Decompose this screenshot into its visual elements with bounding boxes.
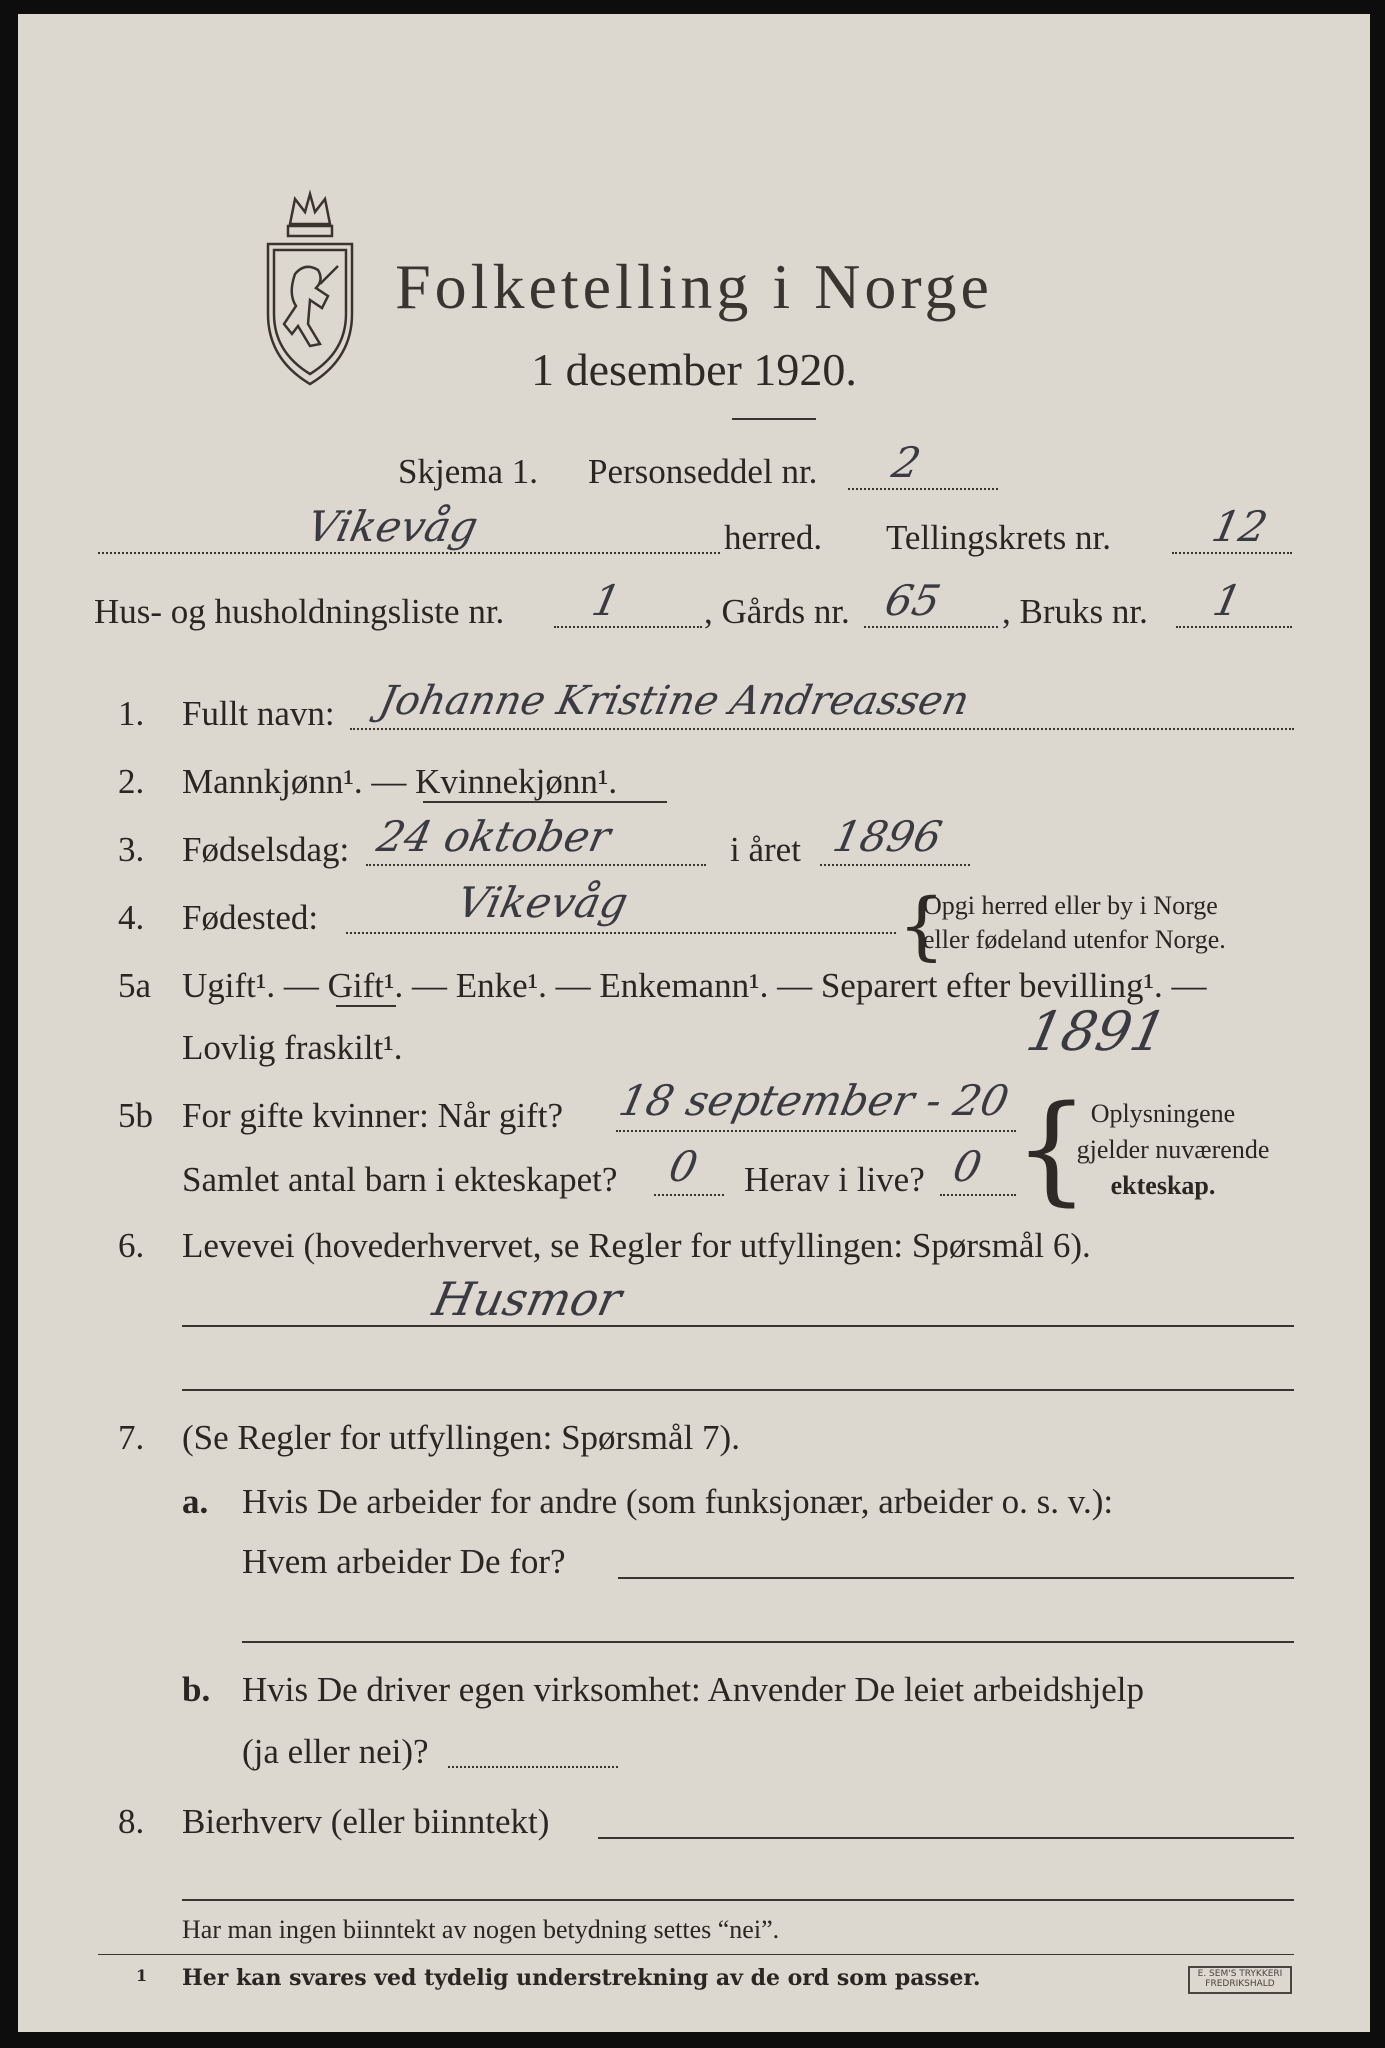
q5b-children-line	[654, 1194, 724, 1196]
q7-number: 7.	[118, 1418, 145, 1457]
bruks-label: , Bruks nr.	[1002, 592, 1148, 631]
q5a-underline-gift	[336, 1005, 396, 1007]
q2-number: 2.	[118, 762, 145, 801]
q7a-number: a.	[182, 1482, 209, 1521]
q5b-number: 5b	[118, 1096, 153, 1135]
q5b-note-line2: gjelder nuværende	[1076, 1135, 1270, 1164]
footnote-text: Her kan svares ved tydelig understrekning av de ord som passer.	[182, 1965, 981, 1991]
q5b-married-line	[616, 1130, 1016, 1132]
gards-value[interactable]: 65	[880, 576, 945, 625]
birth-year-value[interactable]: 1896	[828, 812, 947, 861]
bruks-line	[1176, 626, 1292, 628]
title-divider	[732, 418, 816, 420]
q5b-note-line1: Oplysningene	[1090, 1099, 1236, 1128]
printer-stamp-line1: E. SEM'S TRYKKERI	[1197, 1969, 1283, 1979]
bruks-value[interactable]: 1	[1208, 576, 1247, 625]
tellingskrets-label: Tellingskrets nr.	[886, 518, 1112, 557]
birthdate-value[interactable]: 24 oktober	[372, 812, 615, 861]
children-count-value[interactable]: 0	[664, 1142, 703, 1191]
q7b-label: Hvis De driver egen virksomhet: Anvender De leiet arbeidshjelp	[242, 1670, 1144, 1709]
hus-label: Hus- og husholdningsliste nr.	[94, 592, 505, 631]
tellingskrets-line	[1172, 552, 1292, 554]
schema-label: Skjema 1.	[398, 452, 538, 491]
herred-value[interactable]: Vikevåg	[302, 502, 483, 551]
q2-label: Mannkjønn¹. — Kvinnekjønn¹.	[182, 762, 618, 801]
q3-year-line	[820, 864, 970, 866]
q5a-extra-value[interactable]: 1891	[1021, 1000, 1173, 1063]
q6-label: Levevei (hovederhvervet, se Regler for utfyllingen: Spørsmål 6).	[182, 1226, 1091, 1265]
q5b-children-label: Samlet antal barn i ekteskapet?	[182, 1160, 618, 1199]
printer-stamp-line2: FREDRIKSHALD	[1205, 1979, 1275, 1989]
q4-note-line1: Opgi herred eller by i Norge	[923, 891, 1218, 920]
q5b-alive-line	[940, 1194, 1016, 1196]
occupation-value[interactable]: Husmor	[428, 1272, 627, 1326]
q7b-line	[448, 1766, 618, 1768]
gards-label: , Gårds nr.	[704, 592, 850, 631]
q4-note-line2: eller fødeland utenfor Norge.	[923, 925, 1226, 954]
personseddel-value[interactable]: 2	[887, 438, 926, 487]
q4-number: 4.	[118, 898, 145, 937]
q7b-number: b.	[182, 1670, 211, 1709]
tellingskrets-value[interactable]: 12	[1207, 502, 1272, 551]
q8-number: 8.	[118, 1802, 145, 1841]
q5b-brace: {	[1014, 1079, 1090, 1217]
married-date-value[interactable]: 18 september - 20	[614, 1076, 1014, 1125]
q8-line2	[182, 1899, 1294, 1901]
q5a-number: 5a	[118, 966, 152, 1005]
herred-line	[98, 552, 720, 554]
q5a-label-line2: Lovlig fraskilt¹.	[182, 1028, 403, 1067]
q6-line2	[182, 1389, 1294, 1391]
q7a-line1	[618, 1577, 1294, 1579]
personseddel-line	[848, 488, 998, 490]
q5a-label: Ugift¹. — Gift¹. — Enke¹. — Enkemann¹. — Separert efter bevilling¹. —	[182, 966, 1207, 1005]
gards-line	[864, 626, 998, 628]
q3-number: 3.	[118, 830, 145, 869]
children-alive-value[interactable]: 0	[948, 1142, 987, 1191]
q6-number: 6.	[118, 1226, 145, 1265]
q3-label: Fødselsdag:	[182, 830, 350, 869]
q2-underline-kvinnekjonn	[423, 801, 667, 803]
q5b-alive-label: Herav i live?	[744, 1160, 925, 1199]
birthplace-value[interactable]: Vikevåg	[452, 878, 633, 927]
personseddel-label: Personseddel nr.	[588, 452, 818, 491]
herred-label: herred.	[724, 518, 823, 557]
q7a-label-line2: Hvem arbeider De for?	[242, 1542, 566, 1581]
q7a-line2	[242, 1641, 1294, 1643]
q8-note: Har man ingen biinntekt av nogen betydning settes “nei”.	[182, 1915, 780, 1944]
q1-label: Fullt navn:	[182, 694, 335, 733]
printer-stamp	[1188, 1966, 1292, 1994]
q4-brace: {	[898, 883, 946, 969]
full-name-value[interactable]: Johanne Kristine Andreassen	[375, 678, 974, 724]
q7a-label: Hvis De arbeider for andre (som funksjonær, arbeider o. s. v.):	[242, 1482, 1114, 1521]
footnote-mark: 1	[136, 1966, 148, 1985]
census-date: 1 desember 1920.	[531, 344, 857, 395]
hus-line	[554, 626, 702, 628]
q8-label: Bierhverv (eller biinntekt)	[182, 1802, 550, 1841]
hus-value[interactable]: 1	[587, 576, 626, 625]
q3-year-label: i året	[730, 830, 801, 869]
census-form-sheet	[18, 14, 1370, 2032]
q1-number: 1.	[118, 694, 145, 733]
q1-line	[350, 728, 1294, 730]
q4-label: Fødested:	[182, 898, 319, 937]
q4-line	[346, 932, 896, 934]
q8-line1	[598, 1837, 1294, 1839]
footnote-rule	[98, 1954, 1294, 1955]
q7-label: (Se Regler for utfyllingen: Spørsmål 7).	[182, 1418, 740, 1457]
q5b-label: For gifte kvinner: Når gift?	[182, 1096, 564, 1135]
q3-line	[366, 864, 706, 866]
q7b-label-line2: (ja eller nei)?	[242, 1732, 429, 1771]
q6-line1	[182, 1325, 1294, 1327]
form-title: Folketelling i Norge	[395, 251, 993, 322]
q5b-note-line3: ekteskap.	[1110, 1171, 1216, 1200]
